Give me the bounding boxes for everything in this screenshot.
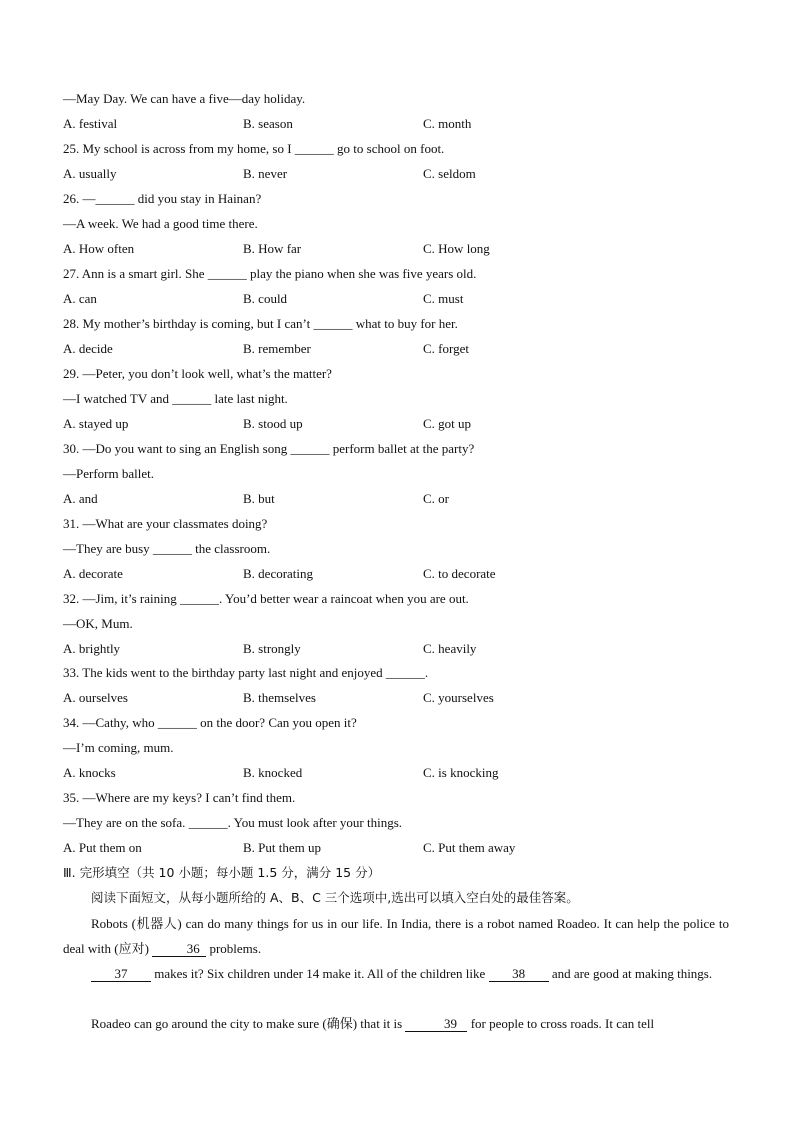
option-a: A. festival <box>63 116 118 131</box>
option-c: C. must <box>423 291 464 306</box>
q29-options <box>0 415 794 433</box>
option-b: B. Put them up <box>243 840 322 855</box>
option-c: C. month <box>423 116 472 131</box>
q25-options <box>0 165 794 183</box>
blank-38: 38 <box>489 966 549 982</box>
option-a: A. How often <box>63 241 135 256</box>
option-b: B. never <box>243 166 288 181</box>
q32-text: 32. —Jim, it’s raining ______. You’d better wear a raincoat when you are out. <box>63 591 469 606</box>
q32-options <box>0 640 794 658</box>
blank-37: 37 <box>91 966 151 982</box>
option-a: A. brightly <box>63 641 121 656</box>
q30-response: —Perform ballet. <box>63 466 154 481</box>
option-a: A. can <box>63 291 97 306</box>
blank-39: 39 <box>405 1016 467 1032</box>
option-c: C. seldom <box>423 166 476 181</box>
q30-text: 30. —Do you want to sing an English song ______ perform ballet at the party? <box>63 441 475 456</box>
option-c: C. forget <box>423 341 469 356</box>
option-b: B. decorating <box>243 566 314 581</box>
option-b: B. knocked <box>243 765 303 780</box>
q34-response: —I’m coming, mum. <box>63 740 174 755</box>
section-heading: Ⅲ. 完形填空（共 10 小题；每小题 1.5 分，满分 15 分） <box>63 865 381 880</box>
q29-response: —I watched TV and ______ late last night. <box>63 391 288 406</box>
passage-text: makes it? Six children under 14 make it. All of the children like <box>154 966 486 981</box>
passage-text: and are good at making things. <box>551 966 713 981</box>
q31-response: —They are busy ______ the classroom. <box>63 541 271 556</box>
q35-response: —They are on the sofa. ______. You must look after your things. <box>63 815 403 830</box>
passage-paragraph-1 <box>63 911 729 961</box>
passage-text: for people to cross roads. It can tell <box>470 1016 655 1031</box>
q28-text: 28. My mother’s birthday is coming, but I can’t ______ what to buy for her. <box>63 316 458 331</box>
option-a: A. stayed up <box>63 416 129 431</box>
section-instruction: 阅读下面短文，从每小题所给的 A、B、C 三个选项中,选出可以填入空白处的最佳答案。 <box>91 890 579 905</box>
q24-response: —May Day. We can have a five—day holiday. <box>63 91 306 106</box>
q34-text: 34. —Cathy, who ______ on the door? Can you open it? <box>63 715 357 730</box>
q25-text: 25. My school is across from my home, so I ______ go to school on foot. <box>63 141 445 156</box>
q29-text: 29. —Peter, you don’t look well, what’s the matter? <box>63 366 332 381</box>
option-b: B. stood up <box>243 416 303 431</box>
option-a: A. ourselves <box>63 690 128 705</box>
q26-text: 26. —______ did you stay in Hainan? <box>63 191 262 206</box>
option-c: C. is knocking <box>423 765 499 780</box>
option-a: A. decide <box>63 341 113 356</box>
passage-paragraph-3 <box>63 1011 729 1036</box>
q34-options <box>0 764 794 782</box>
q31-text: 31. —What are your classmates doing? <box>63 516 268 531</box>
passage-paragraph-2 <box>63 961 729 986</box>
option-b: B. could <box>243 291 288 306</box>
option-c: C. got up <box>423 416 472 431</box>
option-c: C. to decorate <box>423 566 496 581</box>
option-b: B. season <box>243 116 293 131</box>
q33-text: 33. The kids went to the birthday party last night and enjoyed ______. <box>63 665 429 680</box>
option-b: B. but <box>243 491 275 506</box>
option-b: B. strongly <box>243 641 301 656</box>
option-c: C. yourselves <box>423 690 494 705</box>
option-a: A. Put them on <box>63 840 142 855</box>
q26-response: —A week. We had a good time there. <box>63 216 258 231</box>
passage-text: Roadeo can go around the city to make sure (确保) that it is <box>91 1016 403 1031</box>
option-b: B. How far <box>243 241 302 256</box>
q30-options <box>0 490 794 508</box>
option-a: A. and <box>63 491 98 506</box>
q28-options <box>0 340 794 358</box>
passage-text: problems. <box>209 941 262 956</box>
option-c: C. or <box>423 491 449 506</box>
q32-response: —OK, Mum. <box>63 616 133 631</box>
passage-text: Robots (机器人) can do many things for us in our life. In India, there is a robot named Roadeo. It can help the police to deal with (应对) <box>63 916 729 956</box>
q31-options <box>0 565 794 583</box>
q35-options <box>0 839 794 857</box>
option-a: A. usually <box>63 166 117 181</box>
option-c: C. How long <box>423 241 490 256</box>
q33-options <box>0 689 794 707</box>
option-c: C. Put them away <box>423 840 516 855</box>
option-c: C. heavily <box>423 641 477 656</box>
q35-text: 35. —Where are my keys? I can’t find them. <box>63 790 296 805</box>
q24-options <box>0 115 794 133</box>
option-b: B. remember <box>243 341 311 356</box>
blank-36: 36 <box>152 941 206 957</box>
q27-text: 27. Ann is a smart girl. She ______ play the piano when she was five years old. <box>63 266 477 281</box>
q26-options <box>0 240 794 258</box>
option-a: A. knocks <box>63 765 116 780</box>
option-a: A. decorate <box>63 566 123 581</box>
q27-options <box>0 290 794 308</box>
option-b: B. themselves <box>243 690 316 705</box>
